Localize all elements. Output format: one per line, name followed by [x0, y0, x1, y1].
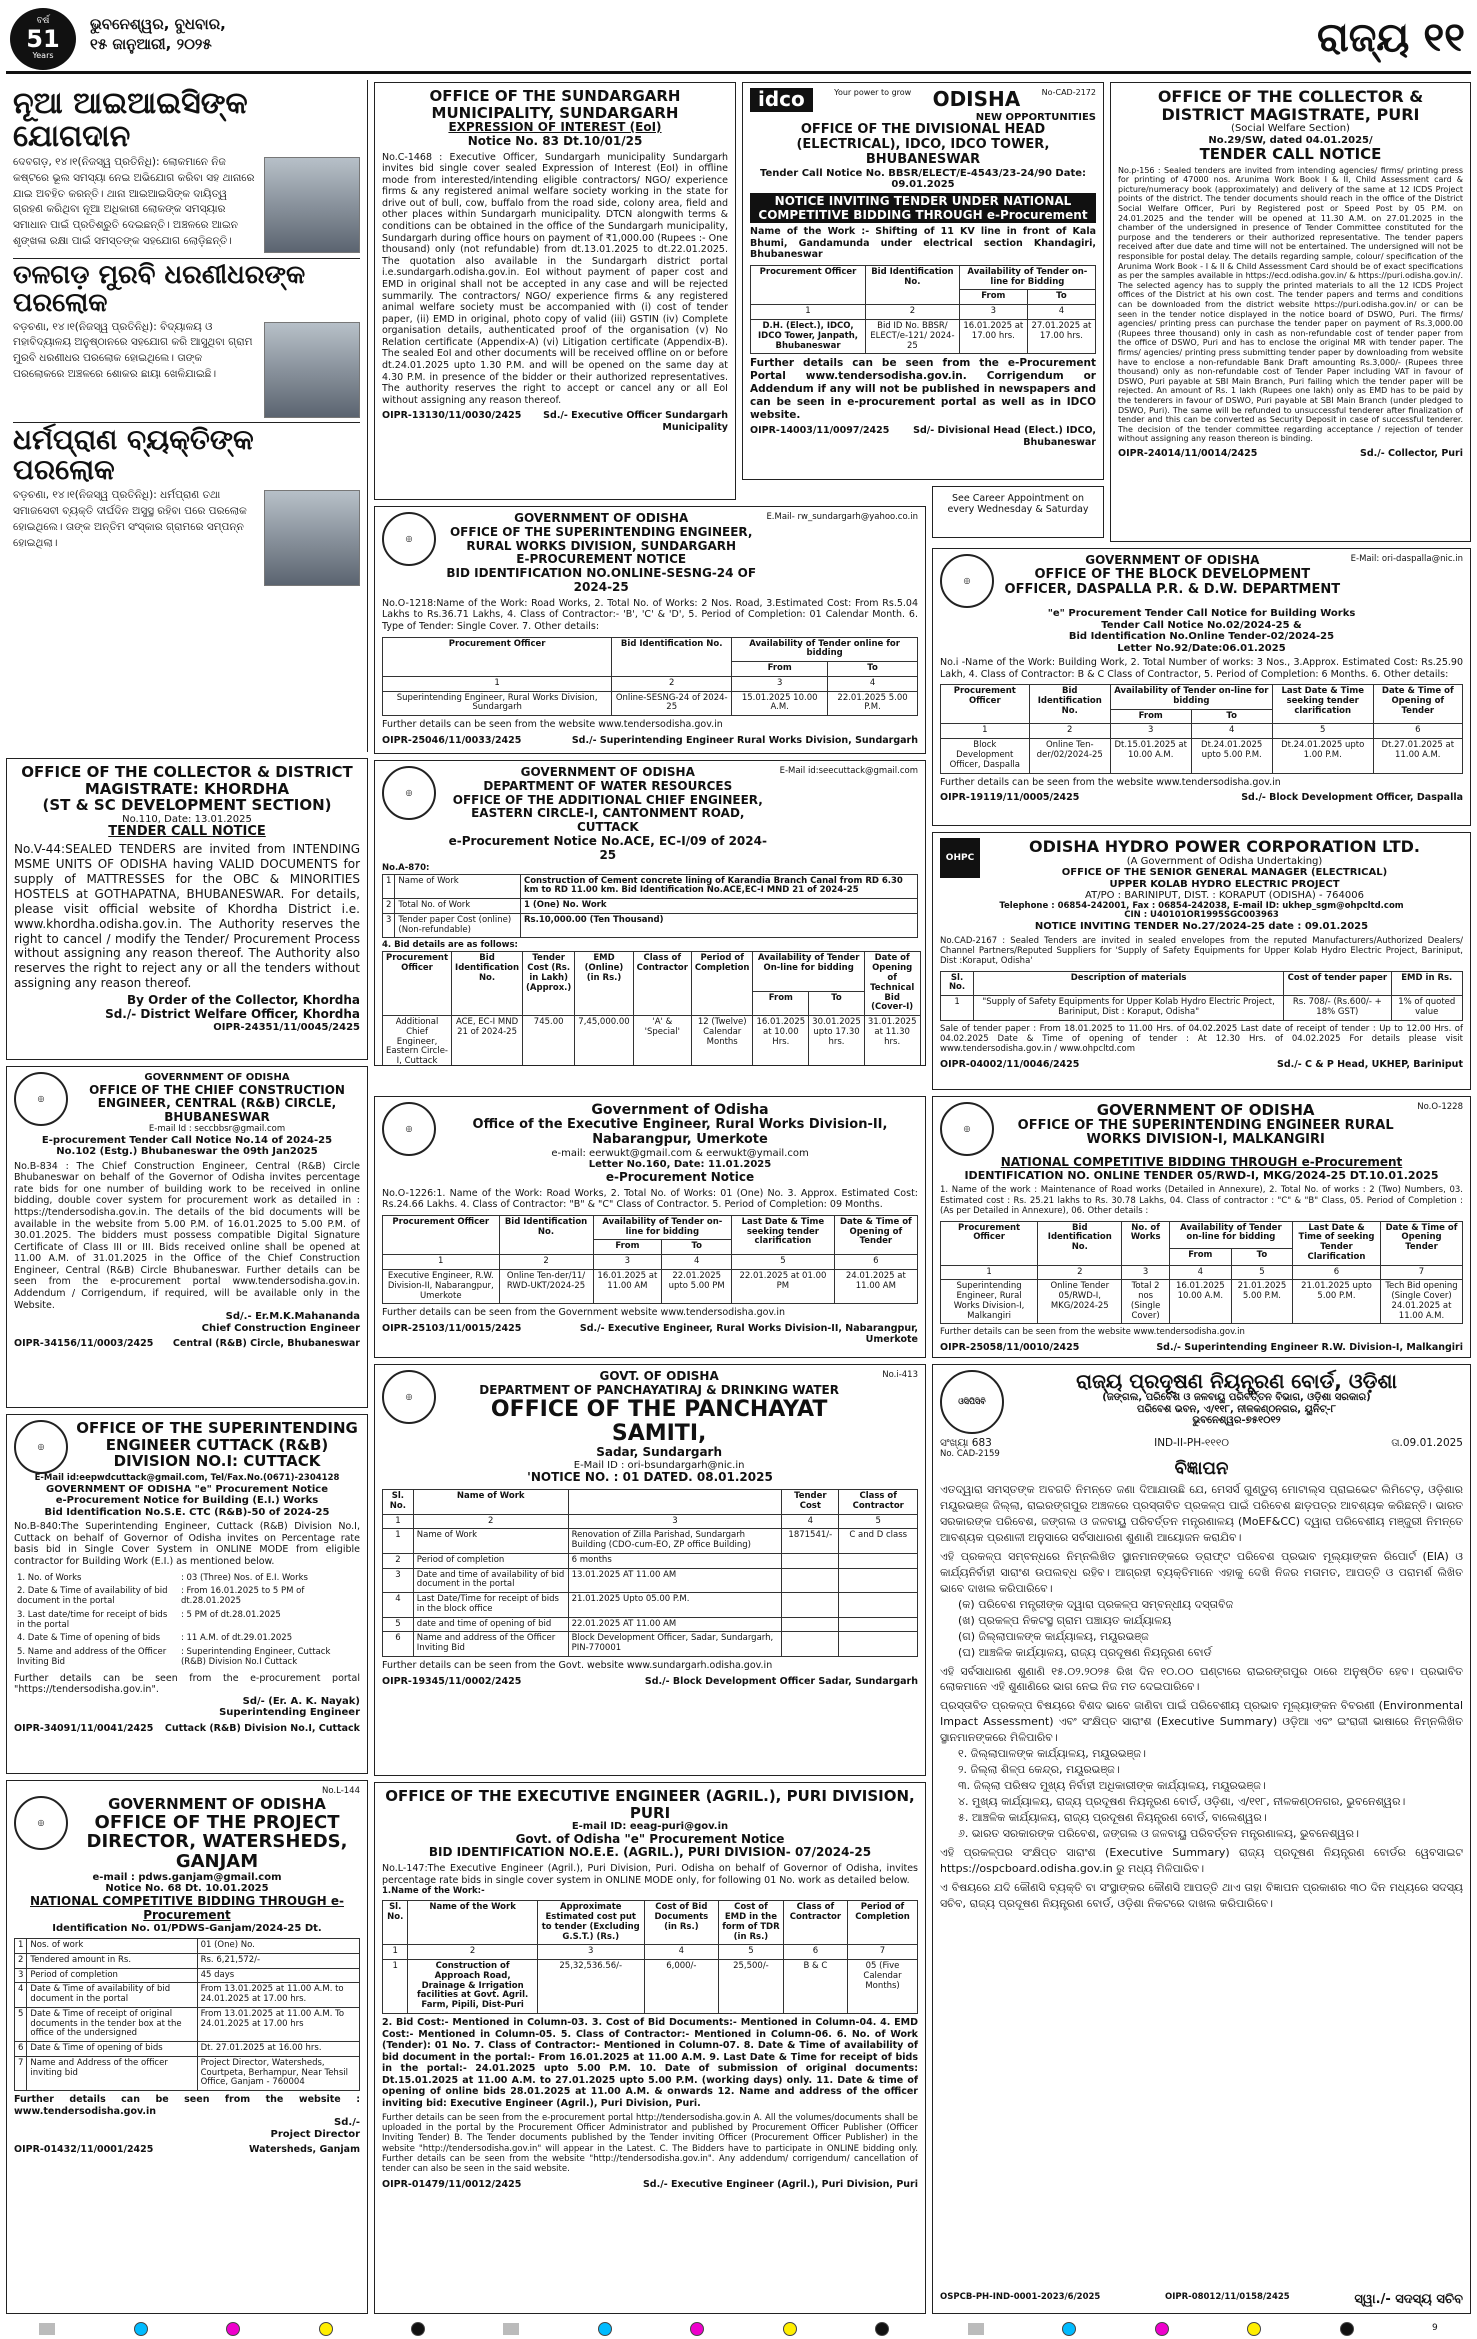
notice-title: OFFICE OF THE SUNDARGARH MUNICIPALITY, SUNDARGARH	[429, 87, 681, 122]
notice-rural-works-malkangiri: ◎ GOVERNMENT OF ODISHA OFFICE OF THE SUPERINTENDING ENGINEER RURAL WORKS DIVISION-I, MALKANGIRI No.O-1228 NATIONAL COMPETITIVE BIDDING THROUGH e-Procurement IDENTIFICATION NO. ONLINE TENDER 05/RWD-I, MKG/2024-25 DT.10.01.2025 1. Name of the work : Maintenance of Road works (Detailed in Annexure), 2. Total No. of works : 2 (Two) Numbers, 03. Estimated cost : Rs. 25.21 lakhs to Rs. 30.78 Lakhs, 04. Class of contractor : "C" & "B" Class, 05. Period of Completion : (As per Detailed in Annexure), 06. Other details : Procurement Officer Bid Identification No. No. of Works Availability of Tender on-line for bidding Last Date & Time of seeking Tender Clarification Date & Time of Opening Tender From To 1 2 3 4 5 6 7 Superintending Engineer, Rural Works Division-I, Malkangiri Online Tender 05/RWD-I, MKG/2024-25 Total 2 nos (Single Cover) 16.01.2025 10.00 A.M. 21.01.2025 5.00 P.M. 21.01.2025 upto 5.00 P.M. Tech Bid opening (Single Cover) 24.01.2025 at 11.00 A.M. Further details can be seen from the website www.tendersodisha.gov.in OIPR-25058/11/0010/2425 Sd./- Superintending Engineer R.W. Division-I, Malkangiri	[932, 1096, 1471, 1358]
odisha-emblem-icon: ◎	[382, 1102, 436, 1156]
odisha-emblem-icon: ◎	[382, 1370, 436, 1424]
notice-title: OFFICE OF THE EXECUTIVE ENGINEER (AGRIL.), PURI DIVISION, PURI	[385, 1787, 915, 1822]
idco-logo: idco	[750, 88, 813, 112]
notice-bdo-daspalla: ◎ GOVERNMENT OF ODISHA OFFICE OF THE BLOCK DEVELOPMENT OFFICER, DASPALLA P.R. & D.W. DEPARTMENT E-Mail: ori-daspalla@nic.in "e" Procurement Tender Call Notice for Building Works Tender Call Notice No.02/2024-25 & Bid Identification No.Online Tender-02/2024-25 Letter No.92/Date:06.01.2025 No.i -Name of the Work: Building Work, 2. Total Number of works: 3 Nos., 3.Approx. Estimated Cost: Rs.25.90 Lakh, 4. Class of Contractor: B & C Class of Contractor, 5. Period of Completion: 6 Months. 6. Other details: Procurement Officer Bid Identification No. Availability of Tender on-line for bidding Last Date & Time seeking tender clarification Date & Time of Opening of Tender From To 1 2 3 4 5 6 Block Development Officer, Daspalla Online Ten-der/02/2024-25 Dt.15.01.2025 at 10.00 A.M. Dt.24.01.2025 upto 5.00 P.M. Dt.24.01.2025 upto 1.00 P.M. Dt.27.01.2025 at 11.00 A.M. Further details can be seen from the website www.tendersodisha.gov.in OIPR-19119/11/0005/2425 Sd./- Block Development Officer, Daspalla	[932, 548, 1471, 826]
odisha-emblem-icon: ◎	[382, 512, 436, 566]
masthead	[6, 6, 1471, 74]
news-headline: ଧର୍ମପ୍ରାଣ ବ୍ୟକ୍ତିଙ୍କ ପରଲୋକ	[13, 422, 254, 487]
notice-title: OFFICE OF THE SUPERINTENDING ENGINEER, RURAL WORKS DIVISION, SUNDARGARH	[449, 524, 753, 553]
notice-watersheds-ganjam: No.L-144 ◎ GOVERNMENT OF ODISHA OFFICE OF THE PROJECT DIRECTOR, WATERSHEDS, GANJAM e-mail : pdws.ganjam@gmail.com Notice No. 68 Dt. 10.01.2025 NATIONAL COMPETITIVE BIDDING THROUGH e-Procurement Identification No. 01/PDWS-Ganjam/2024-25 Dt. 1 Nos. of work 01 (One) No. 2 Tendered amount in Rs. Rs. 6,21,572/- 3 Period of completion 45 days 4 Date & Time of availability of bid document in the portal From 13.01.2025 at 11.00 A.M. to 24.01.2025 at 17.00 hrs. 5 Date & Time of receipt of original documents in the tender box at the office of the undersigned From 13.01.2025 at 11.00 A.M. To 24.01.2025 at 17.00 hrs 6 Date & Time of opening of bids Dt. 27.01.2025 at 16.00 hrs. 7 Name and Address of the officer inviting bid Project Director, Watersheds, Courtpeta, Berhampur, Near Tehsil Office, Ganjam - 760004 Further details can be seen from the website : www.tendersodisha.gov.in Sd./- Project Director OIPR-01432/11/0001/2425 Watersheds, Ganjam	[6, 1780, 368, 2314]
notice-collector-puri: OFFICE OF THE COLLECTOR & DISTRICT MAGISTRATE, PURI (Social Welfare Section) No.29/SW, dated 04.01.2025/ TENDER CALL NOTICE No.p-156 : Sealed tenders are invited from intending agencies/ firms/ printing press for printing of 47000 nos. Arunima Work Book I & II, Child Assessment card & picture/numeracy book (approximately) and delivery of the same at 12 ICDS Project points of the district. The tender documents should reach in the office of the District Social Welfare Officer, Puri by Registered post or Speed Post by 05 P.M. on 24.01.2025 and the tender will be opened at 11.30 A.M. on 27.01.2025 in the chamber of the undersigned in presence of Tender Committee constituted for the purpose and the tenderers or their authorized representative. The tender papers received after due date and time will not be entertained. The undersigned will not be responsible for postal delay. The details regarding sample, colour/ specification of the Arunima Work Book - I & II & Child Assessment Card should be of exact specifications as per the samples available in https://ecd.odisha.gov.in/ & https://puri.odisha.gov.in/. The selected agency has to supply the printed materials to all the 12 ICDS Project offices of the District at his own cost. The tender papers and terms and conditions can be downloaded from the district website https://puri.odisha.gov.in/ or can be seen in the tender notice displayed in the notice board of DSWO, Puri. The firms/ agencies/ printing press can purchase the tender paper on payment of Rs.3,000.00 (Rupees three thousand) only in cash as non-refundable cost of tender paper from the office of DSWO, Puri and has to enclose the original MR with tender paper. The firms/ agencies/ printing press submitting tender paper by downloading from website have to enclose a non-refundable Bank Draft amounting Rs.3,000/- (Rupees three thousand) only as non-refundable cost of Tender Paper including VAT in favour of DSWO, Puri payable at SBI Main Branch, Puri failing which the tender paper will be rejected. An amount of Rs. 1 lakh (Rupees one lakh) only as EMD has to be paid by the tenderers in favour of DSWO, Puri payable at SBI Main Branch (under pledged to DSWO, Puri). The same will be refunded to unsuccessful tenderer after finalization of tender and this can be converted as Security Deposit in case of successful tenderer. The decision of the tender committee regarding acceptance / rejection of tender without assigning any reason thereon is binding. OIPR-24014/11/0014/2425 Sd./- Collector, Puri	[1110, 82, 1471, 542]
career-box: See Career Appointment on every Wednesday & Saturday	[932, 486, 1104, 538]
notice-title: OFFICE OF THE SUPERINTENDING ENGINEER CUTTACK (R&B) DIVISION NO.I: CUTTACK	[76, 1419, 358, 1470]
news-body: ବଡ଼ଚଣା, ୧୪।୧(ନିଜସ୍ୱ ପ୍ରତିନିଧି): ବିଦ୍ୟାଳୟ ଓ ମହାବିଦ୍ୟାଳୟ ଅନୁଷ୍ଠାନରେ ସହଯୋଗ କରି ଆସୁଥିବା ଗ୍ରାମ ମୁରବି ଧରଣୀଧର ପରଲୋକ ହୋଇଥିଲେ। ତାଙ୍କ ପରଲୋକରେ ଅଞ୍ଚଳରେ ଶୋକର ଛାୟା ଖେଳିଯାଇଛି।	[13, 320, 253, 380]
notice-title: OFFICE OF THE CHIEF CONSTRUCTION ENGINEER, CENTRAL (R&B) CIRCLE, BHUBANESWAR	[89, 1082, 345, 1125]
notice-title: OFFICE OF THE ADDITIONAL CHIEF ENGINEER, EASTERN CIRCLE-I, CANTONMENT ROAD, CUTTACK	[452, 792, 763, 835]
news-headline: ତଳଗଡ଼ ମୁରବି ଧରଣୀଧରଙ୍କ ପରଲୋକ	[13, 259, 306, 319]
notice-collector-khordha: OFFICE OF THE COLLECTOR & DISTRICT MAGISTRATE: KHORDHA (ST & SC DEVELOPMENT SECTION) No.110, Date: 13.01.2025 TENDER CALL NOTICE No.V-44:SEALED TENDERS are invited from INTENDING MSME UNITS OF ODISHA having VALID DOCUMENTS for supply of MATTRESSES for the OBC & MINORITIES HOSTELS at GOTHAPATNA, BHUBANESWAR. For details, please visit official website of Khordha District i.e. www.khordha.odisha.gov.in. The Authority reserves the right to cancel / modify the Tender/ Procurement Process without assigning any reason thereof. The Authority also reserves the right to reject any or all the tenders without assigning any reason thereof. By Order of the Collector, Khordha Sd./- District Welfare Officer, Khordha OIPR-24351/11/0045/2425	[6, 758, 368, 1060]
ospcb-logo: ଓସିପିସିବି	[940, 1370, 1004, 1434]
notice-water-resources-cuttack: ◎ GOVERNMENT OF ODISHA DEPARTMENT OF WATER RESOURCES OFFICE OF THE ADDITIONAL CHIEF ENGINEER, EASTERN CIRCLE-I, CANTONMENT ROAD, CUTTACK e-Procurement Notice No.ACE, EC-I/09 of 2024-25 E-Mail id:seecuttack@gmail.com No.A-870: 1 Name of Work Construction of Cement concrete lining of Karandia Branch Canal from RD 6.30 km to RD 11.00 km. Bid Identification No.ACE,EC-I MND 21 of 2024-25 2 Total No. of Work 1 (One) No. Work 3 Tender paper Cost (online) (Non-refundable) Rs.10,000.00 (Ten Thousand) 4. Bid details are as follows: Procurement Officer Bid Identification No. Tender Cost (Rs. in Lakh) (Approx.) EMD (Online) (in Rs.) Class of Contractor Period of Completion Availability of Tender On-line for bidding Date of Opening of Technical Bid (Cover-I) From To Additional Chief Engineer, Eastern Circle-I, Cuttack ACE, EC-I MND 21 of 2024-25 745.00 7,45,000.00 'A' & 'Special' 12 (Twelve) Calendar Months 16.01.2025 at 10.00 Hrs. 30.01.2025 upto 17.30 hrs. 31.01.2025 at 11.30 hrs.	[374, 760, 926, 1066]
anniversary-logo: ବର୍ଷ 51 Years	[10, 8, 76, 70]
print-registration-marks	[0, 2318, 1477, 2339]
odisha-emblem-icon: ◎	[940, 554, 994, 608]
date-line: ଭୁବନେଶ୍ୱର, ବୁଧବାର, ୧୫ ଜାନୁଆରୀ, ୨୦୨୫	[90, 15, 226, 53]
notice-rural-works-sundargarh: ◎ GOVERNMENT OF ODISHA OFFICE OF THE SUPERINTENDING ENGINEER, RURAL WORKS DIVISION, SUNDARGARH E-PROCUREMENT NOTICE BID IDENTIFICATION NO.ONLINE-SESNG-24 OF 2024-25 E.Mail- rw_sundargarh@yahoo.co.in No.O-1218:Name of the Work: Road Works, 2. Total No. of Works: 2 Nos. Road, 3.Estimated Cost: From Rs.5.04 Lakhs to Rs.36.71 Lakhs, 4. Class of Contractor:- 'B', 'C' & 'D', 5. Period of Completion: 01 Calendar Month. 6. Type of Tender: Single Cover. 7. Other details: Procurement Officer Bid Identification No. Availability of Tender online for bidding From To 1 2 3 4 Superintending Engineer, Rural Works Division, Sundargarh Online-SESNG-24 of 2024-25 15.01.2025 10.00 A.M. 22.01.2025 5.00 P.M. Further details can be seen from the website www.tendersodisha.gov.in OIPR-25046/11/0033/2425 Sd./- Superintending Engineer Rural Works Division, Sundargarh	[374, 506, 926, 754]
notice-title: OFFICE OF THE PROJECT DIRECTOR, WATERSHEDS, GANJAM	[86, 1811, 348, 1873]
page-title: ରାଜ୍ୟ ୧୧	[1316, 15, 1465, 61]
page-number: 9	[1432, 2323, 1438, 2334]
news-column	[6, 80, 368, 752]
news-body: ଦେବଗଡ଼, ୧୪।୧(ନିଜସ୍ୱ ପ୍ରତିନିଧି): ଲୋକମାନେ ନିଜ କଷ୍ଟରେ ଭୂଲ ସମସ୍ୟା ନେଇ ଅଭିଯୋଗ କରିବା ସହ ଥାନାରେ ଯାଇ ଅବହିତ କରନ୍ତି। ଥାନା ଆଇଆଇସିଙ୍କ ଦାୟିତ୍ୱ ଗ୍ରହଣ କରିଥିବା ନୂଆ ଅଧିକାରୀ ଲୋକଙ୍କ ସମସ୍ୟାର ସମାଧାନ ପାଇଁ ପ୍ରତିଶ୍ରୁତି ଦେଇଛନ୍ତି। ଅଞ୍ଚଳରେ ଆଇନ ଶୃଙ୍ଖଳା ରକ୍ଷା ପାଇଁ ସମସ୍ତଙ୍କ ସହଯୋଗ ଲୋଡ଼ିଛନ୍ତି।	[13, 156, 255, 247]
odisha-emblem-icon: ◎	[382, 766, 436, 820]
odisha-logo: ODISHA	[932, 87, 1021, 111]
notice-title: OFFICE OF THE DIVISIONAL HEAD (ELECTRICAL), IDCO, IDCO TOWER, BHUBANESWAR	[796, 122, 1050, 167]
notice-ohpc: OHPC ODISHA HYDRO POWER CORPORATION LTD. (A Government of Odisha Undertaking) OFFICE OF THE SENIOR GENERAL MANAGER (ELECTRICAL) UPPER KOLAB HYDRO ELECTRIC PROJECT AT/PO : BARINIPUT, DIST. : KORAPUT (ODISHA) - 764006 Telephone : 06854-242001, Fax : 06854-242038, E-mail ID: ukhep_sgm@ohpcltd.com CIN : U40101OR1995SGC003963 NOTICE INVITING TENDER No.27/2024-25 date : 09.01.2025 No.CAD-2167 : Sealed Tenders are invited in sealed envelopes from the reputed Manufacturers/Authorized Dealers/ Channel Partners/Reputed Suppliers for 'Supply of Safety Equipments for Upper Kolab Hydro Electric Project, Bariniput, Dist :Koraput, Odisha' Sl. No. Description of materials Cost of tender paper EMD in Rs. 1 "Supply of Safety Equipments for Upper Kolab Hydro Electric Project, Bariniput, Dist : Koraput, Odisha" Rs. 708/- (Rs.600/- + 18% GST) 1% of quoted value Sale of tender paper : From 18.01.2025 to 11.00 Hrs. of 04.02.2025 Last date of receipt of tender : Up to 12.00 Hrs. of 04.02.2025 Date & Time of opening of tender : At 12.30 Hrs. of 04.02.2025 For details please visit www.tendersodisha.gov.in / www.ohpcltd.com OIPR-04002/11/0046/2425 Sd./- C & P Head, UKHEP, Bariniput	[932, 832, 1471, 1090]
ohpc-logo-icon: OHPC	[940, 838, 980, 878]
notice-cuttack-rb: ◎ OFFICE OF THE SUPERINTENDING ENGINEER CUTTACK (R&B) DIVISION NO.I: CUTTACK E-Mail id:eepwdcuttack@gmail.com, Tel/Fax.No.(0671)-2304128 GOVERNMENT OF ODISHA "e" Procurement Notice e-Procurement Notice for Building (E.I.) Works Bid Identification No.S.E. CTC (R&B)-50 of 2024-25 No.B-840:The Superintending Engineer, Cuttack (R&B) Division No.I, Cuttack on behalf of Governor of Odisha invites on Percentage rate basis bid in Single Cover System in ONLINE MODE from eligible contractor for Building Work (E.I.) as mentioned below. 1. No. of Works : 03 (Three) Nos. of E.I. Works 2. Date & Time of availability of bid document in the portal : From 16.01.2025 to 5 PM of dt.28.01.2025 3. Last date/time for receipt of bids in the portal : 5 PM of dt.28.01.2025 4. Date & Time of opening of bids : 11 A.M. of dt.29.01.2025 5. Name and address of the Officer Inviting Bid : Superintending Engineer, Cuttack (R&B) Division No.I Cuttack Further details can be seen from the e-procurement portal "https://tendersodisha.gov.in". Sd/- (Er. A. K. Nayak) Superintending Engineer OIPR-34091/11/0041/2425 Cuttack (R&B) Division No.I, Cuttack	[6, 1414, 368, 1774]
news-photo	[264, 157, 360, 253]
notice-title: OFFICE OF THE COLLECTOR & DISTRICT MAGISTRATE: KHORDHA	[21, 763, 353, 798]
notice-title: OFFICE OF THE PANCHAYAT SAMITI,	[490, 1396, 828, 1446]
news-photo	[264, 490, 360, 586]
notice-title: ରାଜ୍ୟ ପ୍ରଦୂଷଣ ନିୟନ୍ତ୍ରଣ ବୋର୍ଡ, ଓଡ଼ିଶା	[1076, 1369, 1397, 1393]
news-body: ବଡ଼ଚଣା, ୧୪।୧(ନିଜସ୍ୱ ପ୍ରତିନିଧି): ଧର୍ମପ୍ରାଣ ତଥା ସମାଜସେବୀ ବ୍ୟକ୍ତି ଦୀର୍ଘଦିନ ଅସୁସ୍ଥ ରହିବା ପରେ ପରଲୋକ ହୋଇଥିଲେ। ତାଙ୍କ ଅନ୍ତିମ ସଂସ୍କାର ଗ୍ରାମରେ ସମ୍ପନ୍ନ ହୋଇଥିଲା।	[13, 489, 247, 549]
odisha-emblem-icon: ◎	[14, 1420, 68, 1474]
notice-idco: idco Your power to grow ODISHA No-CAD-2172 NEW OPPORTUNITIES OFFICE OF THE DIVISIONAL HEAD (ELECTRICAL), IDCO, IDCO TOWER, BHUBANESWAR Tender Call Notice No. BBSR/ELECT/E-4543/23-24/90 Date: 09.01.2025 NOTICE INVITING TENDER UNDER NATIONAL COMPETITIVE BIDDING THROUGH e-Procurement Name of the Work :- Shifting of 11 KV line in front of Kala Bhumi, Gandamunda under electrical section Khandagiri, Bhubaneswar Procurement Officer Bid Identification No. Availability of Tender on-line for Bidding From To 1 2 3 4 D.H. (Elect.), IDCO, IDCO Tower, Janpath, Bhubaneswar Bid ID No. BBSR/ ELECT/e-121/ 2024-25 16.01.2025 at 17.00 hrs. 27.01.2025 at 17.00 hrs. Further details can be seen from the e-Procurement Portal www.tendersodisha.gov.in. Corrigendum or Addendum if any will not be published in newspapers and can be seen in e-procurement portal as well as in IDCO website. OIPR-14003/11/0097/2425 Sd/- Divisional Head (Elect.) IDCO, Bhubaneswar	[742, 82, 1104, 480]
news-headline: ନୂଆ ଆଇଆଇସିଙ୍କ ଯୋଗଦାନ	[13, 86, 248, 154]
notice-rural-works-nabarangpur: ◎ Government of Odisha Office of the Executive Engineer, Rural Works Division-II, Nabarangpur, Umerkote e-mail: eerwukt@gmail.com & eerwukt@ymail.com Letter No.160, Date: 11.01.2025 e-Procurement Notice No.O-1226:1. Name of the Work: Road Works, 2. Total No. of Works: 01 (One) No. 3. Approx. Estimated Cost: Rs.24.66 Lakhs. 4. Class of Contractor: "B" & "C" Class of Contractor. 5. Period of Completion: 09 Months. Procurement Officer Bid Identification No. Availability of Tender on-line for bidding Last Date & Time seeking tender clarification Date & Time of Opening of Tender From To 1 2 3 4 5 6 Executive Engineer, R.W. Division-II, Nabarangpur, Umerkote Online Ten-der/11/ RWD-UKT/2024-25 16.01.2025 at 11.00 AM 22.01.2025 upto 5.00 PM 22.01.2025 at 01.00 PM 24.01.2025 at 11.00 AM Further details can be seen from the Government website www.tendersodisha.gov.in OIPR-25103/11/0015/2425 Sd./- Executive Engineer, Rural Works Division-II, Nabarangpur, Umerkote	[374, 1096, 926, 1358]
idco-table: Procurement Officer Bid Identification No. Availability of Tender on-line for Bidding From To 1 2 3 4 D.H. (Elect.), IDCO, IDCO Tower, Janpath, Bhubaneswar Bid ID No. BBSR/ ELECT/e-121/ 2024-25 16.01.2025 at 17.00 hrs. 27.01.2025 at 17.00 hrs.	[750, 265, 1096, 354]
notice-panchayat-samiti: ◎ GOVT. OF ODISHA DEPARTMENT OF PANCHAYATIRAJ & DRINKING WATER OFFICE OF THE PANCHAYAT SAMITI, Sadar, Sundargarh E-Mail ID : ori-bsundargarh@nic.in No.i-413 'NOTICE NO. : 01 DATED. 08.01.2025 Sl. No. Name of Work Tender Cost Class of Contractor 1 2 3 4 5 1 Name of Work Renovation of Zilla Parishad, Sundargarh Building (CDO-cum-EO, ZP office Building) 1871541/- C and D class 2 Period of completion 6 months 3 Date and time of availability of bid document in the portal 13.01.2025 AT 11.00 AM 4 Last Date/Time for receipt of bids in the block office 21.01.2025 Upto 05.00 P.M. 5 date and time of opening of bid 22.01.2025 AT 11.00 AM 6 Name and address of the Officer Inviting Bid Block Development Officer, Sadar, Sundargarh, PIN-770001 Further details can be seen from the Govt. website www.sundargarh.odisha.gov.in OIPR-19345/11/0002/2425 Sd./- Block Development Officer Sadar, Sundargarh	[374, 1364, 926, 1776]
notice-title: OFFICE OF THE SUPERINTENDING ENGINEER RURAL WORKS DIVISION-I, MALKANGIRI	[1017, 1117, 1394, 1148]
odisha-emblem-icon: ◎	[14, 1796, 68, 1850]
notice-title: OFFICE OF THE COLLECTOR & DISTRICT MAGISTRATE, PURI	[1157, 87, 1424, 124]
notice-title: OFFICE OF THE BLOCK DEVELOPMENT OFFICER, DASPALLA P.R. & D.W. DEPARTMENT	[1004, 566, 1341, 597]
notice-body: No.C-1468 : Executive Officer, Sundargarh municipality Sundargarh invites bid single cover sealed Expression of Interest (EoI) in offline mode from interested/intending eligible contractors/ NGO/ experience firms & any registered animal welfare society working in the state for drive out of bull, cow, buffalo from the road side, colony area, field and other places within Sundargarh municipality. DTCN alongwith terms & conditions can be obtained in the office of the Sundargarh municipality, Sundargarh during office hours on payment of ₹1,000.00 (Rupees :- One thousand) only (not refundable) from dt.13.01.2025 to dt.22.01.2025. The quotation also available in the Sundargarh district portal i.e.sundargarh.odisha.gov.in. EoI without payment of paper cost and EMD in original shall not be accepted in any case and will be rejected summarily. The contractors/ NGO/ experience firms & any registered animal welfare society must be accompanied with (i) cost of tender paper, (ii) EMD in original, photo copy of valid (iii) GSTIN (iv) Complete organisation details, authenticated proof of the organisation (v) No Relation certificate (Appendix-A) (vi) Litigation certificate (Appendix-B). The sealed EoI and other documents will be received offline on or before dt.24.01.2025 upto 1.30 P.M. and will be opened on the same day at 4.30 P.M. in presence of the bidder or their authorized representatives. The authority reserves the right to accept or cancel any or all EoI without assigning any reason thereof.	[382, 151, 728, 406]
notice-title: Office of the Executive Engineer, Rural Works Division-II, Nabarangpur, Umerkote	[472, 1117, 888, 1148]
news-photo	[264, 322, 360, 418]
notice-sundargarh-municipality: OFFICE OF THE SUNDARGARH MUNICIPALITY, SUNDARGARH EXPRESSION OF INTEREST (EoI) Notice No. 83 Dt.10/01/25 No.C-1468 : Executive Officer, Sundargarh municipality Sundargarh invites bid single cover sealed Expression of Interest (EoI) in offline mode from interested/intending eligible contractors/ NGO/ experience firms & any registered animal welfare society working in the state for drive out of bull, cow, buffalo from the road side, colony area, field and other places within Sundargarh municipality. DTCN alongwith terms & conditions can be obtained in the office of the Sundargarh municipality, Sundargarh during office hours on payment of ₹1,000.00 (Rupees :- One thousand) only (not refundable) from dt.13.01.2025 to dt.22.01.2025. The quotation also available in the Sundargarh district portal i.e.sundargarh.odisha.gov.in. EoI without payment of paper cost and EMD in original shall not be accepted in any case and will be rejected summarily. The contractors/ NGO/ experience firms & any registered animal welfare society must be accompanied with (i) cost of tender paper, (ii) EMD in original, photo copy of valid (iii) GSTIN (iv) Complete organisation details, authenticated proof of the organisation (v) No Relation certificate (Appendix-A) (vi) Litigation certificate (Appendix-B). The sealed EoI and other documents will be received offline on or before dt.24.01.2025 upto 1.30 P.M. and will be opened on the same day at 4.30 P.M. in presence of the bidder or their authorized representatives. The authority reserves the right to accept or cancel any or all EoI without assigning any reason thereof. OIPR-13130/11/0030/2425 Sd./- Executive Officer Sundargarh Municipality	[374, 82, 736, 500]
notice-title: ODISHA HYDRO POWER CORPORATION LTD.	[1029, 837, 1420, 856]
notice-chief-construction: ◎ GOVERNMENT OF ODISHA OFFICE OF THE CHIEF CONSTRUCTION ENGINEER, CENTRAL (R&B) CIRCLE, BHUBANESWAR E-mail Id : seccbbsr@gmail.com E-procurement Tender Call Notice No.14 of 2024-25 No.102 (Estg.) Bhubaneswar the 09th Jan2025 No.B-834 : The Chief Construction Engineer, Central (R&B) Circle Bhubaneswar on behalf of the Governor of Odisha invites percentage rate bids for one number of building work to be received in online bidding, double cover system for procurement work as detailed in : https://tendersodisha.gov.in. The details of the bid documents will be available in the website from 5.00 P.M. of 16.01.2025 to 5.00 P.M. of 30.01.2025. The bidders must possess compatible Digital Signature Certificate of Class III or III. Bids received online shall be opened at 11.00 A.M. of 31.01.2025 in the Office of the Chief Construction Engineer, Central (R&B) Circle Bhubaneswar. Further details can be seen from the e-procurement portal www.tendersodisha.gov.in. Addendum / Corrigendum, if required, will be available only in the Website. Sd/.- Er.M.K.Mahananda Chief Construction Engineer OIPR-34156/11/0003/2425 Central (R&B) Circle, Bhubaneswar	[6, 1066, 368, 1408]
odisha-emblem-icon: ◎	[14, 1072, 68, 1126]
odisha-emblem-icon: ◎	[940, 1102, 994, 1156]
notice-ospcb: ଓସିପିସିବି ରାଜ୍ୟ ପ୍ରଦୂଷଣ ନିୟନ୍ତ୍ରଣ ବୋର୍ଡ, ଓଡ଼ିଶା (ଜଙ୍ଗଲ, ପରିବେଶ ଓ ଜଳବାୟୁ ପରିବର୍ତ୍ତନ ବିଭାଗ, ଓଡ଼ିଶା ସରକାର) ପରିବେଶ ଭବନ, ଏ/୧୧୮, ନୀଳକଣ୍ଠନଗର, ୟୁନିଟ୍-୮ ଭୁବନେଶ୍ୱର-୭୫୧୦୧୨ ସଂଖ୍ୟା 683 IND-II-PH-୧୧୧୦ ତା.09.01.2025 No. CAD-2159 ବିଜ୍ଞାପନ ଏତଦ୍ୱାରା ସମସ୍ତଙ୍କ ଅବଗତି ନିମନ୍ତେ ଜଣା ଦିଆଯାଉଛି ଯେ, ମେସର୍ସ ଗୁଣ୍ଡୁଚା ମୋଟାଲ୍ସ ପ୍ରାଇଭେଟ ଲିମିଟେଡ଼, ଓଡ଼ିଶାର ମୟୂରଭଞ୍ଜ ଜିଲ୍ଲା, ରାଇରଙ୍ଗପୁର ଅଞ୍ଚଳରେ ପ୍ରସ୍ତାବିତ ପ୍ରକଳ୍ପ ପାଇଁ ପରିବେଶ ଛାଡ଼ପତ୍ର ଆବଶ୍ୟକ କରିଛନ୍ତି। ଭାରତ ସରକାରଙ୍କ ପରିବେଶ, ଜଙ୍ଗଲ ଓ ଜଳବାୟୁ ପରିବର୍ତ୍ତନ ମନ୍ତ୍ରଣାଳୟ (MoEF&CC) ଦ୍ୱାରା ପରିବେଶୀୟ ମଞ୍ଜୁରୀ ନିମନ୍ତେ ଆବଶ୍ୟକ ପ୍ରଣାଳୀ ଅନୁସାରେ ସର୍ବସାଧାରଣ ଶୁଣାଣି ଆୟୋଜନ କରାଯିବ। ଏହି ପ୍ରକଳ୍ପ ସମ୍ବନ୍ଧରେ ନିମ୍ନଲିଖିତ ସ୍ଥାନମାନଙ୍କରେ ଡ୍ରାଫ୍ଟ ପରିବେଶ ପ୍ରଭାବ ମୂଲ୍ୟାଙ୍କନ ରିପୋର୍ଟ (EIA) ଓ କାର୍ଯ୍ୟନିର୍ବାହୀ ସାରାଂଶ ଉପଲବ୍ଧ ରହିବ। ଆଗ୍ରହୀ ବ୍ୟକ୍ତିମାନେ ଏହାକୁ ଦେଖି ନିଜର ମତାମତ, ଆପତ୍ତି ଓ ପରାମର୍ଶ ଲିଖିତ ଭାବେ ଦାଖଲ କରିପାରିବେ। (କ) ପରିବେଶ ମନ୍ତ୍ରୀଙ୍କ ଦ୍ୱାରା ପ୍ରକଳ୍ପ ସମ୍ବନ୍ଧୀୟ ଦସ୍ତାବିଜ (ଖ) ପ୍ରକଳ୍ପ ନିକଟସ୍ଥ ଗ୍ରାମ ପଞ୍ଚାୟତ କାର୍ଯ୍ୟାଳୟ (ଗ) ଜିଲ୍ଲାପାଳଙ୍କ କାର୍ଯ୍ୟାଳୟ, ମୟୂରଭଞ୍ଜ (ଘ) ଆଞ୍ଚଳିକ କାର୍ଯ୍ୟାଳୟ, ରାଜ୍ୟ ପ୍ରଦୂଷଣ ନିୟନ୍ତ୍ରଣ ବୋର୍ଡ ଏହି ସର୍ବସାଧାରଣ ଶୁଣାଣି ୧୫.୦୨.୨୦୨୫ ରିଖ ଦିନ ୧୦.୦୦ ଘଣ୍ଟାରେ ରାଇରଙ୍ଗପୁର ଠାରେ ଅନୁଷ୍ଠିତ ହେବ। ପ୍ରଭାବିତ ଲୋକମାନେ ଏହି ଶୁଣାଣିରେ ଭାଗ ନେଇ ନିଜ ମତ ଦେଇପାରିବେ। ପ୍ରସ୍ତାବିତ ପ୍ରକଳ୍ପ ବିଷୟରେ ବିଶଦ ଭାବେ ଜାଣିବା ପାଇଁ ପରିବେଶୀୟ ପ୍ରଭାବ ମୂଲ୍ୟାଙ୍କନ ବିବରଣୀ (Environmental Impact Assessment) ଏବଂ ସଂକ୍ଷିପ୍ତ ସାରାଂଶ (Executive Summary) ଓଡ଼ିଆ ଏବଂ ଇଂରାଜୀ ଭାଷାରେ ନିମ୍ନଲିଖିତ ସ୍ଥାନମାନଙ୍କରେ ମିଳିପାରିବ। ୧. ଜିଲ୍ଲାପାଳଙ୍କ କାର୍ଯ୍ୟାଳୟ, ମୟୂରଭଞ୍ଜ। ୨. ଜିଲ୍ଲା ଶିଳ୍ପ କେନ୍ଦ୍ର, ମୟୂରଭଞ୍ଜ। ୩. ଜିଲ୍ଲା ପରିଷଦ ମୁଖ୍ୟ ନିର୍ବାହୀ ଅଧିକାରୀଙ୍କ କାର୍ଯ୍ୟାଳୟ, ମୟୂରଭଞ୍ଜ। ୪. ମୁଖ୍ୟ କାର୍ଯ୍ୟାଳୟ, ରାଜ୍ୟ ପ୍ରଦୂଷଣ ନିୟନ୍ତ୍ରଣ ବୋର୍ଡ, ଓଡ଼ିଶା, ଏ/୧୧୮, ନୀଳକଣ୍ଠନଗର, ଭୁବନେଶ୍ୱର। ୫. ଆଞ୍ଚଳିକ କାର୍ଯ୍ୟାଳୟ, ରାଜ୍ୟ ପ୍ରଦୂଷଣ ନିୟନ୍ତ୍ରଣ ବୋର୍ଡ, ବାଲେଶ୍ୱର। ୬. ଭାରତ ସରକାରଙ୍କ ପରିବେଶ, ଜଙ୍ଗଲ ଓ ଜଳବାୟୁ ପରିବର୍ତ୍ତନ ମନ୍ତ୍ରଣାଳୟ, ଭୁବନେଶ୍ୱର। ଏହି ପ୍ରକଳ୍ପର ସଂକ୍ଷିପ୍ତ ସାରାଂଶ (Executive Summary) ରାଜ୍ୟ ପ୍ରଦୂଷଣ ନିୟନ୍ତ୍ରଣ ବୋର୍ଡର ୱେବସାଇଟ https://ospcboard.odisha.gov.in ରୁ ମଧ୍ୟ ମିଳିପାରିବ। ଏ ବିଷୟରେ ଯଦି କୌଣସି ବ୍ୟକ୍ତି ବା ସଂସ୍ଥାଙ୍କର କୌଣସି ଆପତ୍ତି ଥାଏ ତାହା ବିଜ୍ଞାପନ ପ୍ରକାଶର ୩୦ ଦିନ ମଧ୍ୟରେ ସଦସ୍ୟ ସଚିବ, ରାଜ୍ୟ ପ୍ରଦୂଷଣ ନିୟନ୍ତ୍ରଣ ବୋର୍ଡ, ଓଡ଼ିଶା ନିକଟରେ ଦାଖଲ କରିପାରିବେ। OSPCB-PH-IND-0001-2023/6/2025 OIPR-08012/11/0158/2425 ସ୍ୱା./- ସଦସ୍ୟ ସଚିବ	[932, 1364, 1471, 2314]
notice-ee-agril-puri: OFFICE OF THE EXECUTIVE ENGINEER (AGRIL.), PURI DIVISION, PURI E-mail ID: eeag-puri@gov.in Govt. of Odisha "e" Procurement Notice BID IDENTIFICATION NO.E.E. (AGRIL.), PURI DIVISION- 07/2024-25 No.L-147:The Executive Engineer (Agril.), Puri Division, Puri. Odisha on behalf of Governor of Odisha, invites percentage rate bids in single cover system in ONLINE MODE only, for following 01 No. work as detailed below. 1.Name of the Work:- Sl. No. Name of the Work Approximate Estimated cost put to tender (Excluding G.S.T.) (Rs.) Cost of Bid Documents (in Rs.) Cost of EMD in the form of TDR (in Rs.) Class of Contractor Period of Completion 1 2 3 4 5 6 7 1 Construction of Approach Road, Drainage & Irrigation facilities at Govt. Agril. Farm, Pipili, Dist-Puri 25,32,536.56/- 6,000/- 25,500/- B & C 05 (Five Calendar Months) 2. Bid Cost:- Mentioned in Column-03. 3. Cost of Bid Documents:- Mentioned in Column-04. 4. EMD Cost:- Mentioned in Column-05. 5. Class of Contractor:- Mentioned in Column-06. 6. No. of Work (Tender): 01 No. 7. Class of Contractor:- Mentioned in Column-07. 8. Date & Time of availability of bid document in the portal:- From 16.01.2025 at 11.00 A.M. 9. Last Date & Time for receipt of bids in the portal:- 24.01.2025 upto 5.00 P.M. 10. Date of submission of original documents: Dt.15.01.2025 at 11.00 A.M. to 27.01.2025 upto 5.00 P.M. (working days) only. 11. Date & time of opening of online bids 28.01.2025 at 11.00 A.M. & onwards 12. Name and address of the officer inviting bid: Executive Engineer (Agril.), Puri Division, Puri. Further details can be seen from the e-procurement portal http://tendersodisha.gov.in A. All the volumes/documents shall be uploaded in the portal by the Procurement Officer Administrator and published by Procurement Officer Publisher (Officer Inviting Tender) B. The Tender documents published by the Tender inviting Officer (Procurement Officer Publisher) in the website "http://tendersodisha.gov.in" will appear in the Latest. C. The Bidders have to participate in ONLINE bidding only. Further details can be seen from the website "http://tendersodisha.gov.in". Any addendum/ corrigendum/ cancellation of tender can also be seen in the said website. OIPR-01479/11/0012/2425 Sd./- Executive Engineer (Agril.), Puri Division, Puri	[374, 1782, 926, 2314]
